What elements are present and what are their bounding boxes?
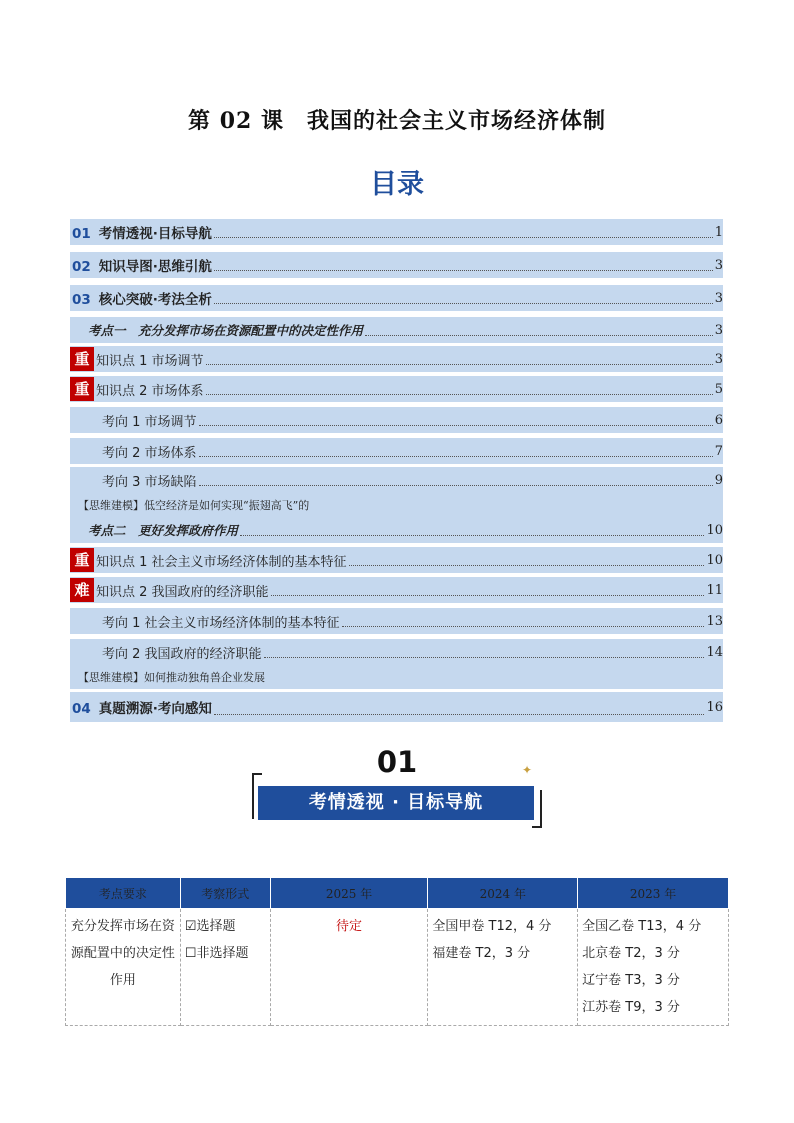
toc-entry-label: 知识点 1 市场调节 (96, 353, 204, 369)
column-header: 2024 年 (428, 878, 578, 909)
toc-entry[interactable] (70, 517, 723, 543)
toc-entry-label: 考向 2 市场体系 (102, 445, 197, 461)
toc-entry[interactable] (70, 547, 723, 573)
leader-dots (199, 425, 713, 426)
toc-entry-page: 3 (714, 257, 723, 273)
exam-reference: 北京卷 T2，3 分 (582, 946, 680, 961)
toc-entry-page: 11 (706, 582, 723, 598)
toc-entry[interactable] (70, 252, 723, 278)
leader-dots (214, 270, 713, 271)
toc-entry-number: 01 (72, 226, 91, 242)
toc-entry[interactable] (70, 493, 723, 517)
unchecked-option: ☐非选择题 (184, 946, 249, 961)
requirement-cell: 充分发挥市场在资源配置中的决定性作用 (66, 909, 181, 1026)
leader-dots (365, 335, 713, 336)
leader-dots (342, 626, 705, 627)
leader-dots (206, 364, 713, 365)
toc-entry-page: 3 (714, 290, 723, 306)
toc-entry-page: 3 (714, 351, 723, 367)
toc-entry-label: 考向 2 我国政府的经济职能 (102, 646, 262, 662)
toc-entry-page: 3 (714, 322, 723, 338)
toc-entry-page: 1 (714, 224, 723, 240)
key-point-badge: 重 (70, 548, 94, 572)
title-lesson-number: 02 (219, 108, 253, 134)
key-point-badge: 重 (70, 377, 94, 401)
toc-entry-label (70, 255, 212, 275)
key-point-badge: 重 (70, 347, 94, 371)
toc-entry[interactable] (70, 407, 723, 433)
toc-entry-page: 13 (706, 613, 723, 629)
section-banner: 考情透视 · 目标导航 (258, 786, 534, 820)
difficult-point-badge: 难 (70, 578, 94, 602)
toc-entry-page: 5 (714, 381, 723, 397)
toc-entry-number: 03 (72, 292, 91, 308)
toc-entry-label (70, 288, 212, 308)
leader-dots (206, 394, 713, 395)
exam-reference: 全国甲卷 T12，4 分 (432, 919, 552, 934)
toc-entry-label: 【思维建模】如何推动独角兽企业发展 (78, 671, 265, 684)
toc-entry-page: 9 (714, 472, 723, 488)
toc-entry[interactable] (70, 639, 723, 665)
leader-dots (199, 485, 713, 486)
toc-entry-label: 知识点 2 我国政府的经济职能 (96, 584, 269, 600)
toc-entry[interactable] (70, 692, 723, 722)
leader-dots (214, 237, 713, 238)
toc-entry[interactable] (70, 219, 723, 245)
toc-entry-label: 【思维建模】低空经济是如何实现“振翅高飞”的 (78, 499, 310, 512)
toc-entry-label: 考向 1 社会主义市场经济体制的基本特征 (102, 615, 340, 631)
column-header: 考点要求 (66, 878, 181, 909)
toc-entry-page: 14 (706, 644, 723, 660)
toc-entry-page: 16 (706, 699, 723, 715)
toc-entry[interactable] (70, 376, 723, 402)
toc-entry[interactable] (70, 577, 723, 603)
form-cell (180, 909, 270, 1026)
toc-entry-label: 知识点 1 社会主义市场经济体制的基本特征 (96, 554, 347, 570)
toc-entry[interactable] (70, 285, 723, 311)
toc-entry-label (70, 222, 212, 242)
year-2025-cell: 待定 (270, 909, 428, 1026)
document-title (0, 104, 794, 135)
toc-entry-label: 考向 1 市场调节 (102, 414, 197, 430)
toc-entry[interactable] (70, 608, 723, 634)
toc-entry[interactable] (70, 346, 723, 372)
toc-entry-label: 考向 3 市场缺陷 (102, 474, 197, 490)
toc-entry-text: 考情透视·目标导航 (98, 226, 212, 242)
column-header: 2025 年 (270, 878, 428, 909)
toc-entry-text: 真题溯源·考向感知 (98, 701, 212, 717)
toc-entry-page: 7 (714, 443, 723, 459)
leader-dots (349, 565, 705, 566)
toc-entry-label (70, 697, 212, 717)
section-number: 01 (376, 745, 418, 779)
toc-entry-label: 知识点 2 市场体系 (96, 383, 204, 399)
toc-entry-page: 10 (706, 552, 723, 568)
leader-dots (214, 714, 705, 715)
toc-entry[interactable] (70, 665, 723, 689)
leader-dots (214, 303, 713, 304)
title-text: 课 我国的社会主义市场经济体制 (260, 109, 606, 134)
toc-entry-text: 核心突破·考法全析 (98, 292, 212, 308)
year-2024-cell (428, 909, 578, 1026)
leader-dots (264, 657, 705, 658)
leader-dots (271, 595, 705, 596)
column-header: 考察形式 (180, 878, 270, 909)
toc-entry-page: 10 (706, 522, 723, 538)
leader-dots (199, 456, 713, 457)
exam-analysis-table (65, 877, 729, 1026)
title-prefix: 第 (188, 109, 212, 134)
column-header: 2023 年 (578, 878, 729, 909)
toc-heading: 目录 (370, 169, 424, 200)
toc-entry-number: 04 (72, 701, 91, 717)
toc-entry-page: 6 (714, 412, 723, 428)
toc-entry-number: 02 (72, 259, 91, 275)
exam-reference: 福建卷 T2，3 分 (432, 946, 531, 961)
toc-entry[interactable] (70, 317, 723, 343)
toc-entry-label: 考点一 充分发挥市场在资源配置中的决定性作用 (88, 323, 364, 338)
sparkle-icon: ✦ (522, 763, 533, 777)
toc-entry[interactable] (70, 438, 723, 464)
exam-reference: 全国乙卷 T13，4 分 (582, 919, 702, 934)
toc-entry-label: 考点二 更好发挥政府作用 (88, 523, 239, 538)
table-header-row (66, 878, 729, 909)
year-2023-cell (578, 909, 729, 1026)
checked-option: ☑选择题 (184, 919, 236, 934)
leader-dots (240, 535, 704, 536)
toc-entry-text: 知识导图·思维引航 (98, 259, 212, 275)
exam-reference: 江苏卷 T9，3 分 (582, 1000, 680, 1015)
table-row (66, 909, 729, 1026)
exam-reference: 辽宁卷 T3，3 分 (582, 973, 680, 988)
toc-entry[interactable] (70, 467, 723, 493)
